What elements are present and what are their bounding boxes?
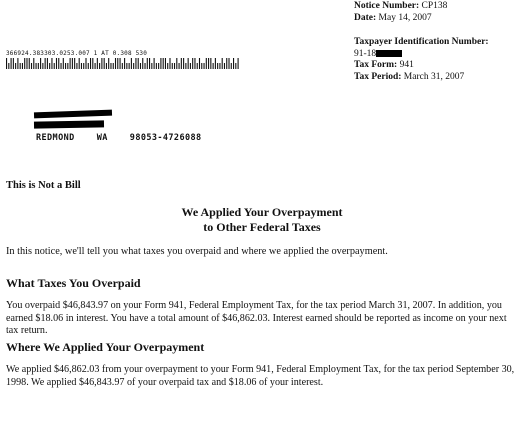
intro-paragraph: In this notice, we'll tell you what taxes you overpaid and where we applied the overpayment.: [6, 246, 388, 257]
section-body-overpaid: You overpaid $46,843.97 on your Form 941, Federal Employment Tax, for the tax period March 31, 2007. In addition, you earned $18.06 in interest. You have a total amount of $46,862.03. Interest earned should be reported as income on your next tax return.: [6, 300, 507, 336]
barcode-bar: [120, 58, 121, 69]
notice-date-label: Date:: [354, 13, 377, 23]
barcode-bar: [97, 58, 98, 69]
barcode-bar: [51, 58, 52, 69]
barcode-bar: [140, 63, 141, 69]
barcode-bar: [17, 58, 18, 69]
barcode-bar: [106, 63, 107, 69]
barcode-bar: [151, 63, 152, 69]
barcode-bar: [126, 63, 127, 69]
barcode-bar: [99, 63, 100, 69]
barcode-bar: [22, 63, 23, 69]
barcode-bar: [38, 63, 39, 69]
barcode-bar: [176, 58, 177, 69]
barcode-bar: [122, 63, 123, 69]
barcode-bar: [199, 58, 200, 69]
barcode-bar: [31, 63, 32, 69]
barcode-bar: [104, 58, 105, 69]
barcode-bar: [210, 58, 211, 69]
barcode-bar: [6, 58, 7, 69]
barcode-bar: [135, 58, 136, 69]
barcode-bar: [24, 58, 25, 69]
barcode-bar: [124, 58, 125, 69]
barcode-bar: [74, 58, 75, 69]
barcode-bar: [206, 58, 207, 69]
tin-label: Taxpayer Identification Number:: [354, 37, 489, 47]
barcode-bar: [144, 63, 145, 69]
barcode-bar: [138, 58, 139, 69]
notice-info: [354, 0, 522, 24]
barcode-bar: [235, 63, 236, 69]
notice-date-value: May 14, 2007: [378, 13, 432, 23]
barcode-bar: [40, 58, 41, 69]
barcode-bar: [147, 58, 148, 69]
section-heading-applied: Where We Applied Your Overpayment: [6, 340, 205, 354]
barcode-bar: [58, 58, 59, 69]
barcode-bar: [47, 58, 48, 69]
barcode-bar: [15, 63, 16, 69]
tin-redaction: [376, 50, 402, 57]
barcode-bar: [56, 58, 57, 69]
tax-period-value: March 31, 2007: [403, 71, 465, 82]
barcode-bar: [11, 58, 12, 69]
notice-number-label: Notice Number:: [354, 1, 420, 11]
barcode-bar: [163, 58, 164, 69]
barcode-digits: 366924.383303.0253.007 1 AT 0.308 530: [6, 50, 148, 57]
barcode-bar: [179, 63, 180, 69]
barcode-bar: [233, 58, 234, 69]
barcode-bar: [85, 58, 86, 69]
barcode-bar: [42, 63, 43, 69]
barcode-bar: [219, 63, 220, 69]
tin-prefix: 91-18: [354, 48, 377, 59]
barcode-bar: [29, 58, 30, 69]
barcode-bar: [65, 63, 66, 69]
barcode-bar: [60, 63, 61, 69]
barcode-bar: [224, 63, 225, 69]
section-body-applied: We applied $46,862.03 from your overpayment to your Form 941, Federal Employment Tax, for the tax period September 30, 1998. We applied $46,843.97 of your overpaid tax and $18.06 of your interest.: [6, 364, 515, 388]
barcode-bar: [113, 63, 114, 69]
barcode-bar: [183, 58, 184, 69]
barcode-bar: [169, 58, 170, 69]
address-redaction-street: [34, 120, 104, 128]
barcode-bar: [158, 63, 159, 69]
barcode-bar: [90, 58, 91, 69]
barcode-bar: [72, 58, 73, 69]
postal-barcode: [6, 58, 242, 69]
barcode-bar: [76, 63, 77, 69]
tax-period-label: Tax Period:: [354, 71, 402, 82]
barcode-bar: [110, 63, 111, 69]
barcode-bar: [79, 58, 80, 69]
barcode-bar: [226, 58, 227, 69]
barcode-bar: [108, 58, 109, 69]
barcode-bar: [208, 58, 209, 69]
barcode-bar: [54, 63, 55, 69]
barcode-bar: [197, 63, 198, 69]
barcode-bar: [203, 63, 204, 69]
barcode-bar: [194, 58, 195, 69]
barcode-bar: [192, 58, 193, 69]
barcode-bar: [154, 58, 155, 69]
barcode-bar: [49, 63, 50, 69]
barcode-bar: [167, 63, 168, 69]
barcode-bar: [160, 58, 161, 69]
barcode-bar: [88, 63, 89, 69]
barcode-bar: [70, 58, 71, 69]
barcode-bar: [129, 63, 130, 69]
barcode-bar: [117, 58, 118, 69]
barcode-bar: [20, 63, 21, 69]
barcode-bar: [222, 58, 223, 69]
barcode-bar: [213, 63, 214, 69]
barcode-bar: [228, 58, 229, 69]
barcode-bar: [115, 58, 116, 69]
barcode-bar: [81, 63, 82, 69]
barcode-bar: [133, 63, 134, 69]
barcode-bar: [172, 63, 173, 69]
barcode-bar: [95, 63, 96, 69]
barcode-bar: [83, 63, 84, 69]
barcode-bar: [142, 58, 143, 69]
taxpayer-info: [354, 37, 522, 83]
barcode-bar: [131, 58, 132, 69]
notice-title-line2: to Other Federal Taxes: [203, 220, 321, 234]
barcode-bar: [238, 58, 239, 69]
barcode-bar: [190, 63, 191, 69]
barcode-bar: [101, 58, 102, 69]
barcode-bar: [92, 58, 93, 69]
address-redaction-name: [34, 110, 112, 119]
barcode-bar: [63, 58, 64, 69]
barcode-bar: [181, 58, 182, 69]
barcode-bar: [188, 58, 189, 69]
barcode-bar: [26, 58, 27, 69]
section-heading-overpaid: What Taxes You Overpaid: [6, 276, 141, 290]
tax-form-value: 941: [399, 60, 414, 70]
barcode-bar: [201, 63, 202, 69]
barcode-bar: [231, 63, 232, 69]
barcode-bar: [215, 58, 216, 69]
not-a-bill-label: This is Not a Bill: [6, 180, 81, 191]
barcode-bar: [45, 58, 46, 69]
barcode-bar: [149, 58, 150, 69]
barcode-bar: [217, 63, 218, 69]
notice-title-line1: We Applied Your Overpayment: [181, 205, 343, 219]
barcode-bar: [156, 63, 157, 69]
address-city-line: REDMOND WA 98053-4726088: [36, 133, 202, 143]
tax-form-label: Tax Form:: [354, 60, 398, 70]
barcode-bar: [36, 63, 37, 69]
barcode-bar: [33, 58, 34, 69]
barcode-bar: [67, 63, 68, 69]
notice-title: [0, 205, 524, 235]
barcode-bar: [185, 63, 186, 69]
barcode-bar: [165, 58, 166, 69]
notice-number-value: CP138: [421, 1, 448, 11]
barcode-bar: [13, 58, 14, 69]
tin-value: [354, 49, 522, 61]
barcode-bar: [8, 63, 9, 69]
barcode-bar: [174, 63, 175, 69]
